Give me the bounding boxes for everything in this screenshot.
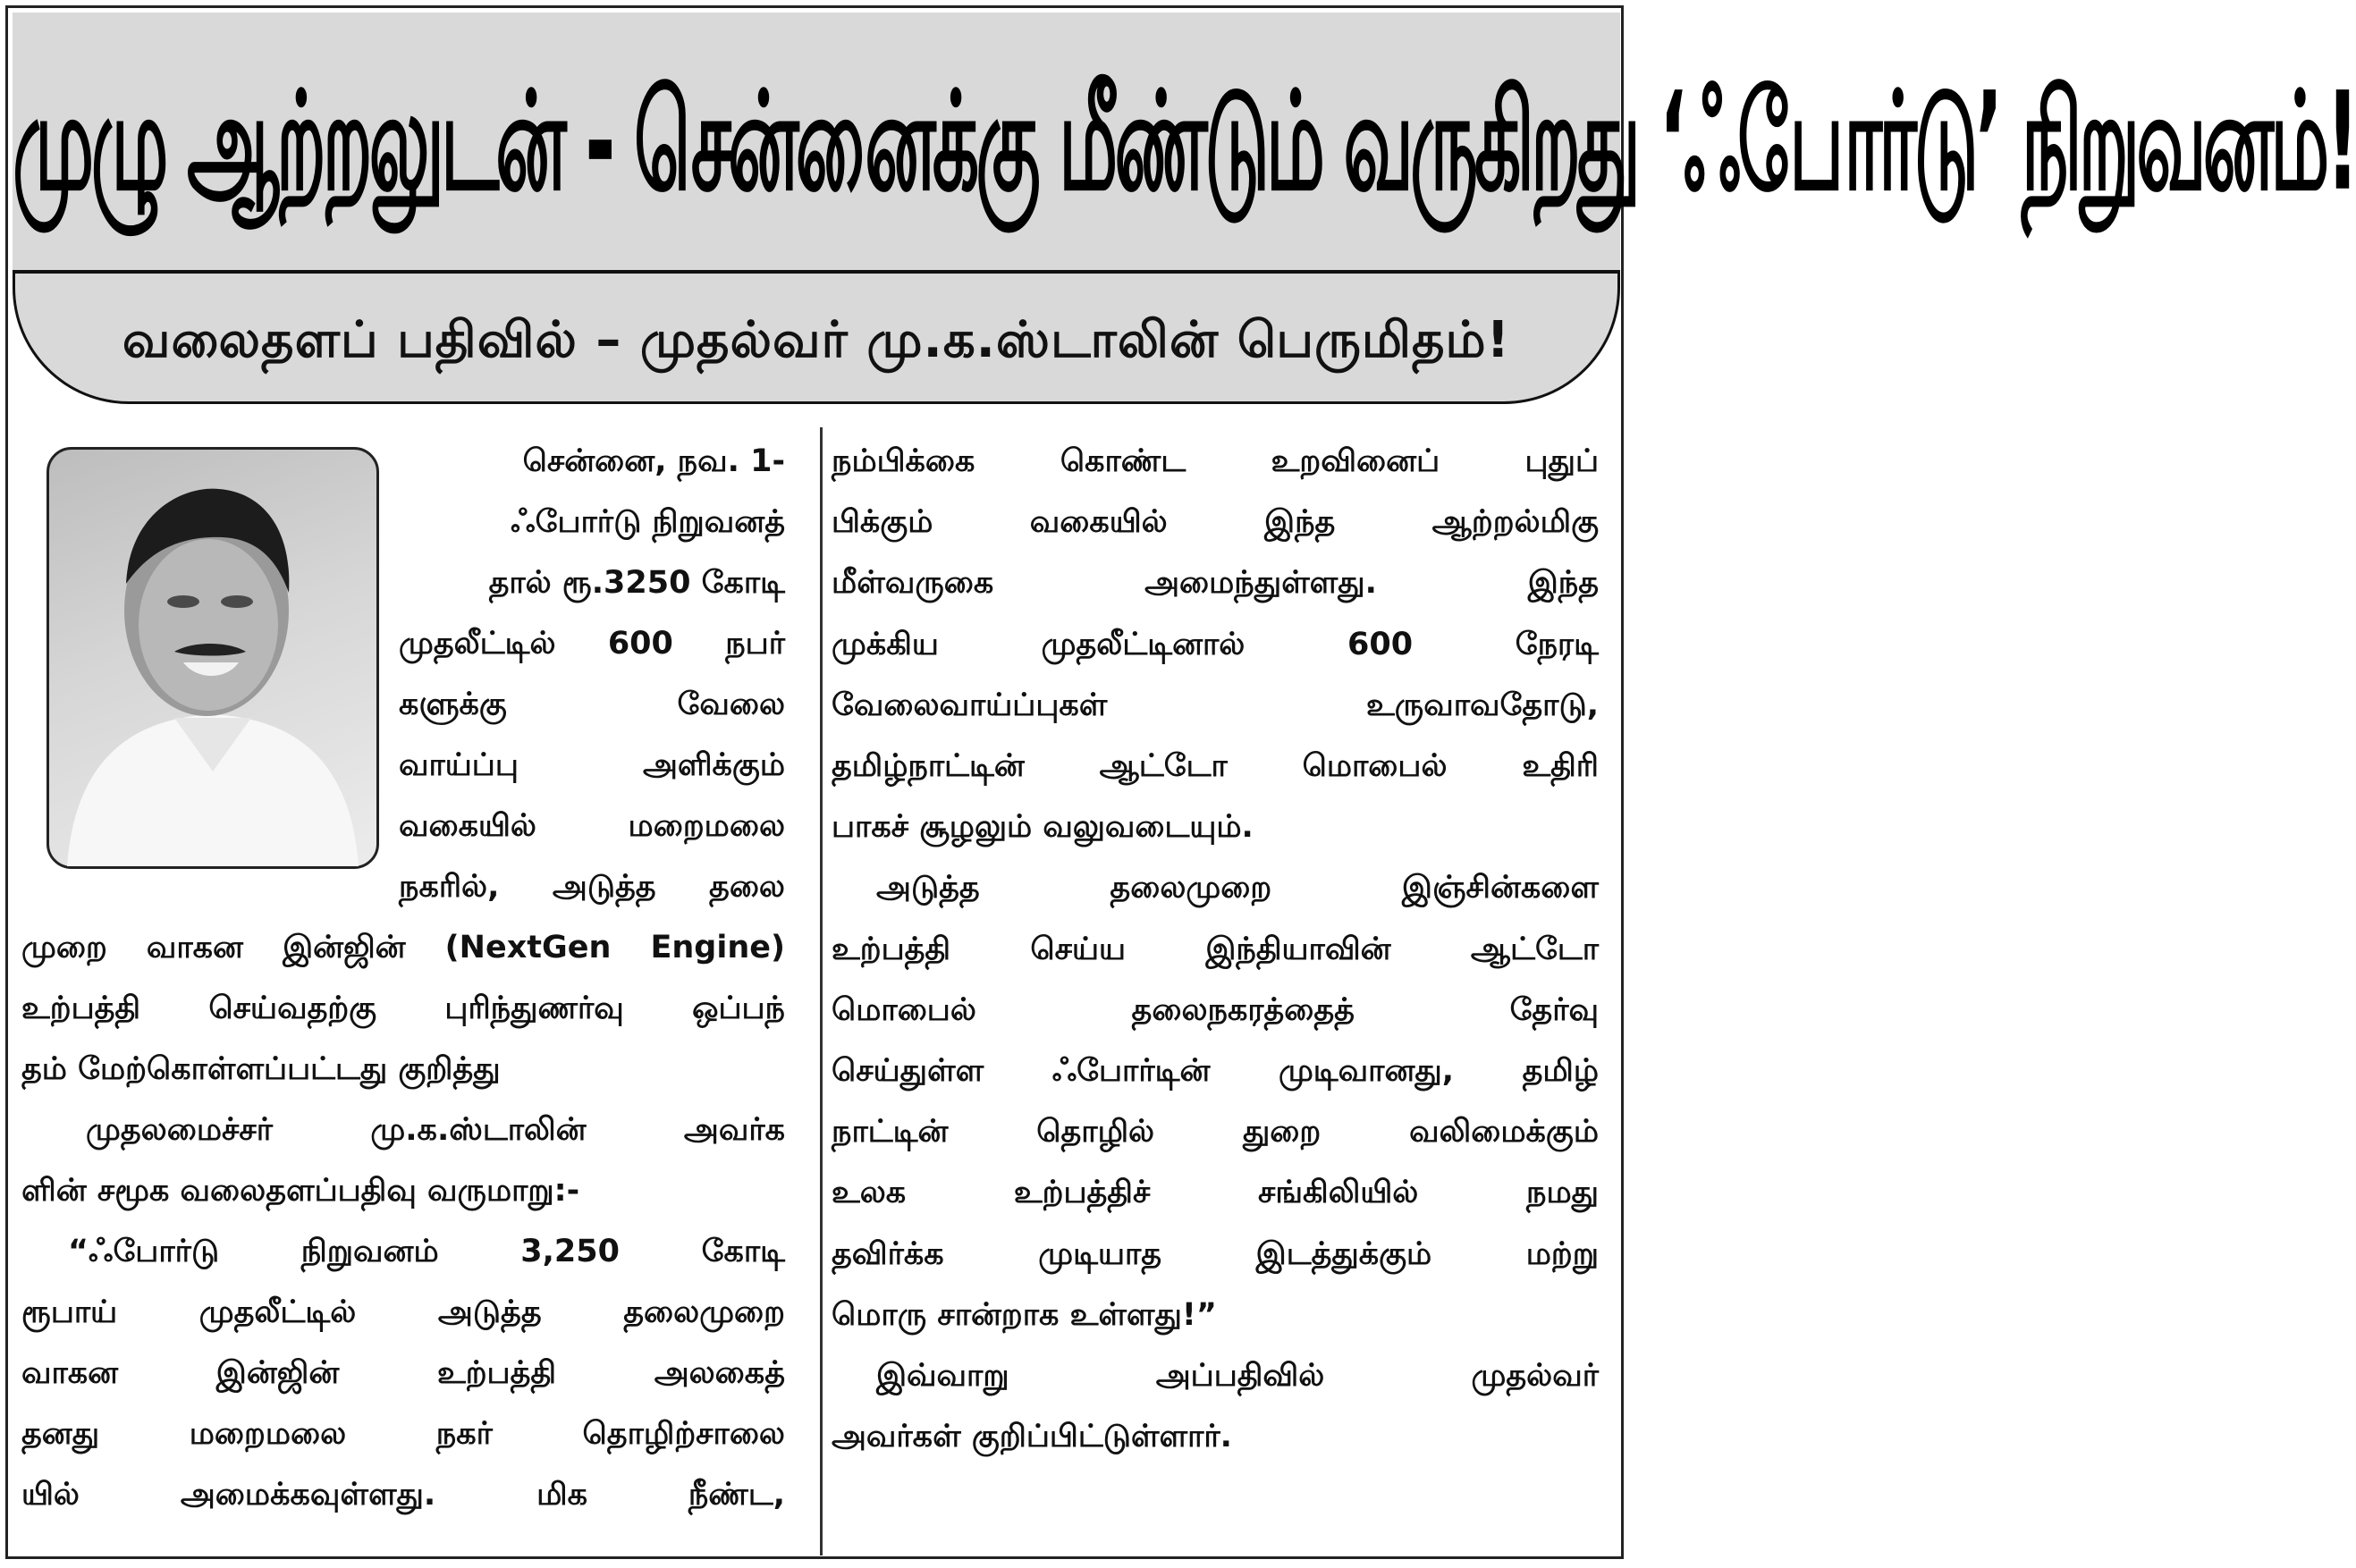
article-line: நாட்டின் தொழில் துறை வலிமைக்கும் bbox=[832, 1114, 1599, 1151]
column-divider bbox=[820, 427, 823, 1555]
subheadline: வலைதளப் பதிவில் – முதல்வர் மு.க.ஸ்டாலின் பெருமிதம்! bbox=[122, 311, 1511, 369]
article-line: முதலீட்டில் 600 நபர் bbox=[399, 626, 785, 662]
article-line: தால் ரூ.3250 கோடி bbox=[488, 565, 785, 601]
article-line: தம் மேற்கொள்ளப்பட்டது குறித்து bbox=[21, 1051, 501, 1087]
article-line: பாகச் சூழலும் வலுவடையும். bbox=[832, 809, 1254, 846]
article-line: இவ்வாறு அப்பதிவில் முதல்வர் bbox=[876, 1358, 1599, 1394]
article-line: மொரு சான்றாக உள்ளது!” bbox=[832, 1296, 1217, 1333]
article-line: வகையில் மறைமலை bbox=[399, 808, 785, 844]
article-line: சென்னை, நவ. 1- bbox=[522, 443, 785, 479]
article-line: உற்பத்தி செய்வதற்கு புரிந்துணர்வு ஒப்பந் bbox=[21, 991, 785, 1026]
article-line: அடுத்த தலைமுறை இஞ்சின்களை bbox=[876, 870, 1599, 906]
article-line: பிக்கும் வகையில் இந்த ஆற்றல்மிகு bbox=[832, 504, 1599, 541]
article-line: களுக்கு வேலை bbox=[399, 687, 785, 722]
article-line: தனது மறைமலை நகர் தொழிற்சாலை bbox=[21, 1416, 785, 1452]
portrait-photo bbox=[46, 447, 379, 869]
article-line: “ஃபோர்டு நிறுவனம் 3,250 கோடி bbox=[68, 1234, 785, 1269]
article-line: முதலமைச்சர் மு.க.ஸ்டாலின் அவர்க bbox=[86, 1112, 785, 1148]
article-line: தவிர்க்க முடியாத இடத்துக்கும் மற்று bbox=[832, 1235, 1599, 1272]
article-line: யில் அமைக்கவுள்ளது. மிக நீண்ட, bbox=[21, 1477, 785, 1513]
portrait-illustration bbox=[49, 450, 376, 866]
article-line: முறை வாகன இன்ஜின் (NextGen Engine) bbox=[21, 930, 785, 965]
article-line: மீள்வருகை அமைந்துள்ளது. இந்த bbox=[832, 565, 1599, 602]
article-line: முக்கிய முதலீட்டினால் 600 நேரடி bbox=[832, 626, 1599, 662]
article-line: செய்துள்ள ஃபோர்டின் முடிவானது, தமிழ் bbox=[832, 1053, 1599, 1089]
article-line: ஃபோர்டு நிறுவனத் bbox=[511, 504, 785, 540]
article-line: ரூபாய் முதலீட்டில் அடுத்த தலைமுறை bbox=[21, 1294, 785, 1330]
article-line: மொபைல் தலைநகரத்தைத் தேர்வு bbox=[832, 991, 1599, 1028]
article-line: உற்பத்தி செய்ய இந்தியாவின் ஆட்டோ bbox=[832, 931, 1599, 967]
article-line: வேலைவாய்ப்புகள் உருவாவதோடு, bbox=[832, 687, 1599, 723]
headline-banner bbox=[13, 13, 2356, 274]
article-line: அவர்கள் குறிப்பிட்டுள்ளார். bbox=[832, 1419, 1232, 1455]
article-line: நம்பிக்கை கொண்ட உறவினைப் புதுப் bbox=[832, 443, 1599, 479]
article-line: ளின் சமூக வலைதளப்பதிவு வருமாறு:- bbox=[21, 1173, 580, 1209]
article-line: நகரில், அடுத்த தலை bbox=[399, 869, 785, 905]
article-line: வாய்ப்பு அளிக்கும் bbox=[399, 747, 785, 783]
headline: முழு ஆற்றலுடன் - சென்னைக்கு மீண்டும் வருகிறது ‘ஃபோர்டு’ நிறுவனம்! bbox=[13, 64, 2356, 222]
article-line: தமிழ்நாட்டின் ஆட்டோ மொபைல் உதிரி bbox=[832, 748, 1599, 784]
subheadline-banner bbox=[13, 274, 1620, 404]
article-line: வாகன இன்ஜின் உற்பத்தி அலகைத் bbox=[21, 1355, 785, 1391]
article-line: உலக உற்பத்திச் சங்கிலியில் நமது bbox=[832, 1175, 1599, 1211]
